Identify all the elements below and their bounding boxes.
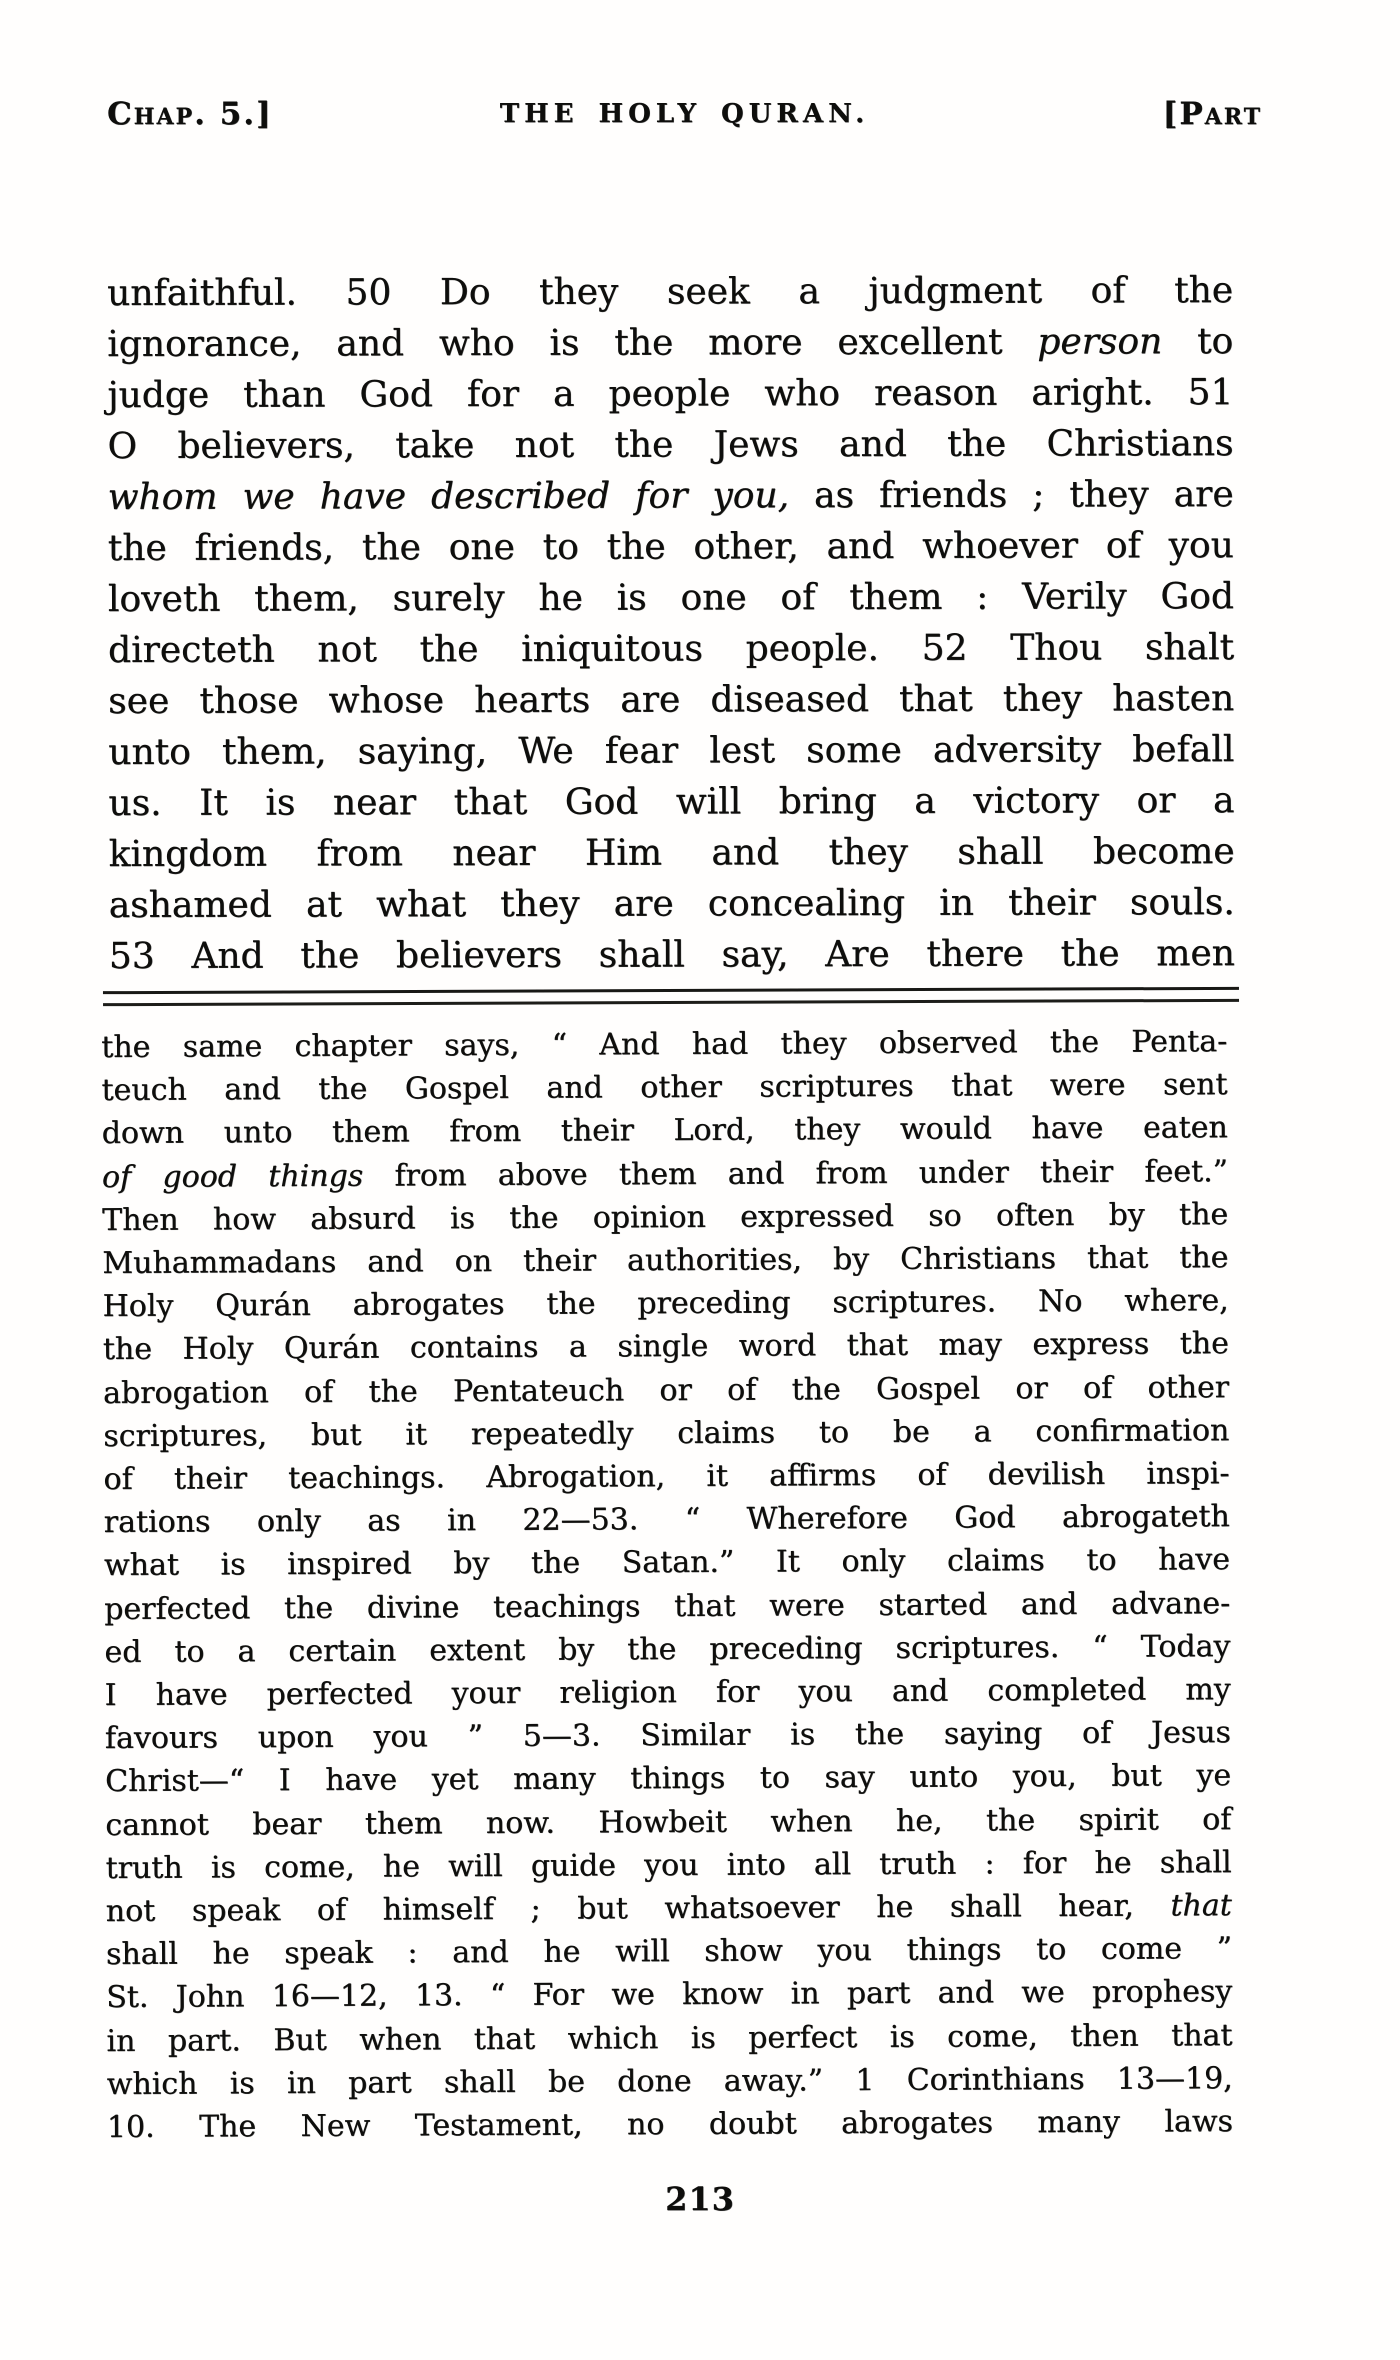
text-line: Christ—“ I have yet many things to say unto you, but ye	[104, 1758, 1232, 1800]
text-line: the friends, the one to the other, and whoever of you	[107, 525, 1234, 569]
text-line: whom we have described for you, as friends ; they are	[107, 474, 1234, 518]
text-line: 10. The New Testament, no doubt abrogates many laws	[106, 2104, 1233, 2146]
text-line: rations only as in 22—53. “ Wherefore God abrogateth	[103, 1499, 1230, 1541]
text-line: which is in part shall be done away.” 1 Corinthians 13—19,	[106, 2060, 1233, 2102]
footnote-divider	[103, 987, 1239, 1006]
text-line: favours upon you ” 5—3. Similar is the saying of Jesus	[104, 1715, 1231, 1757]
text-line: of good things from above them and from under their feet.”	[101, 1153, 1228, 1195]
text-line: 53 And the believers shall say, Are there the men	[108, 933, 1235, 977]
part-label: [Part	[1162, 96, 1262, 132]
text-line: us. It is near that God will bring a victory or a	[108, 780, 1235, 824]
text-line: teuch and the Gospel and other scriptures that were sent	[101, 1067, 1228, 1109]
text-line: I have perfected your religion for you and completed my	[104, 1672, 1231, 1714]
text-line: what is inspired by the Satan.” It only claims to have	[103, 1542, 1231, 1584]
page-number: 213	[665, 2180, 735, 2218]
chapter-label: Chap. 5.]	[107, 96, 273, 132]
text-line: truth is come, he will guide you into all truth : for he shall	[105, 1844, 1232, 1886]
text-line: Muhammadans and on their authorities, by Christians that the	[102, 1240, 1229, 1282]
text-line: Holy Qurán abrogates the preceding scriptures. No where,	[102, 1283, 1229, 1325]
text-line: loveth them, surely he is one of them : Verily God	[107, 576, 1234, 620]
text-line: ignorance, and who is the more excellent person to	[107, 321, 1234, 365]
verse-text-block	[107, 265, 1235, 982]
text-line: the same chapter says, “ And had they observed the Penta-	[101, 1024, 1228, 1066]
text-line: ashamed at what they are concealing in their souls.	[108, 882, 1235, 926]
text-line: see those whose hearts are diseased that they hasten	[108, 678, 1235, 722]
text-line: not speak of himself ; but whatsoever he shall hear, that	[105, 1888, 1232, 1930]
text-line: Then how absurd is the opinion expressed so often by the	[102, 1196, 1229, 1238]
text-line: ed to a certain extent by the preceding scriptures. “ Today	[104, 1628, 1231, 1670]
text-line: the Holy Qurán contains a single word that may express the	[102, 1326, 1229, 1368]
text-line: kingdom from near Him and they shall become	[108, 831, 1235, 875]
text-line: O believers, take not the Jews and the Christians	[107, 423, 1234, 467]
text-line: shall he speak : and he will show you things to come ”	[105, 1931, 1233, 1973]
text-line: perfected the divine teachings that were started and advane-	[104, 1585, 1231, 1627]
text-line: down unto them from their Lord, they would have eaten	[101, 1110, 1228, 1152]
text-line: judge than God for a people who reason aright. 51	[107, 372, 1234, 416]
book-title: THE HOLY QURAN.	[499, 99, 870, 129]
text-line: scriptures, but it repeatedly claims to be a confirmation	[103, 1412, 1230, 1454]
text-line: cannot bear them now. Howbeit when he, the spirit of	[105, 1801, 1232, 1843]
text-line: unfaithful. 50 Do they seek a judgment of the	[107, 270, 1234, 314]
footnote-block	[101, 1020, 1233, 2149]
text-line: directeth not the iniquitous people. 52 Thou shalt	[107, 627, 1235, 671]
text-line: abrogation of the Pentateuch or of the Gospel or of other	[102, 1369, 1230, 1411]
text-line: in part. But when that which is perfect is come, then that	[106, 2017, 1233, 2059]
text-line: St. John 16—12, 13. “ For we know in part and we prophesy	[106, 1974, 1233, 2016]
text-line: of their teachings. Abrogation, it affirms of devilish inspi-	[103, 1456, 1230, 1498]
running-header	[107, 96, 1262, 142]
text-line: unto them, saying, We fear lest some adversity befall	[108, 729, 1235, 773]
